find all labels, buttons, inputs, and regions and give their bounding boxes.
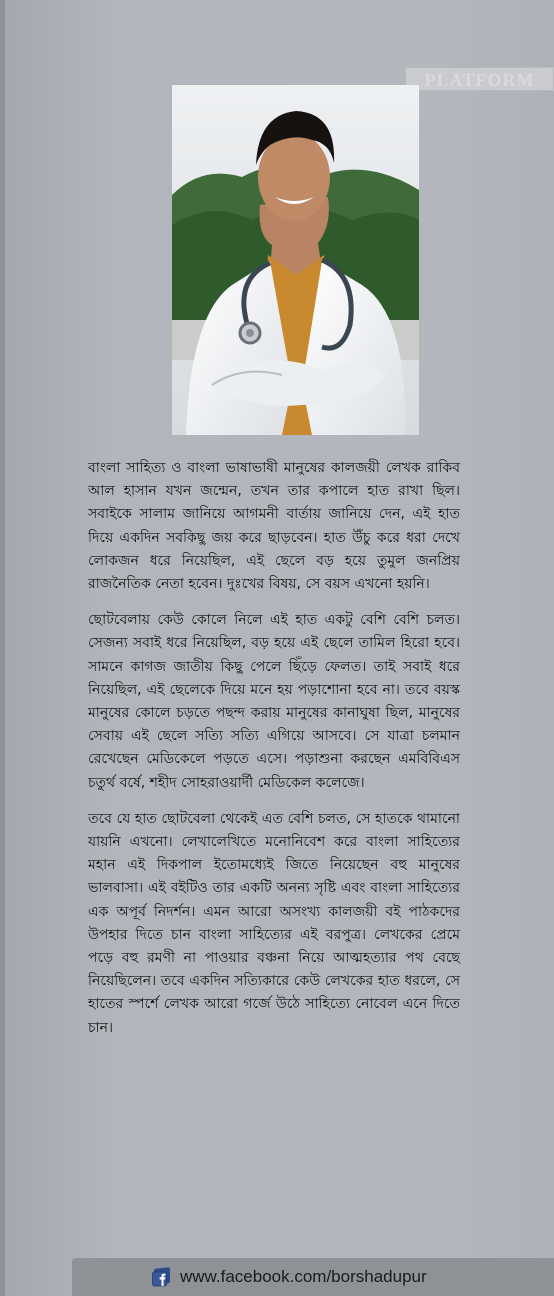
cover-spine-edge — [0, 0, 5, 1296]
bio-paragraph: তবে যে হাত ছোটবেলা থেকেই এত বেশি চলত, সে হাতকে থামানো যায়নি এখনো। লেখালেখিতে মনোনিবেশ করে বাংলা সাহিত্যের মহান এই দিকপাল ইতোমধ্যেই জিতে নিয়েছেন বহু মানুষের ভালবাসা। এই বইটিও তার একটি অনন্য সৃষ্টি এবং বাংলা সাহিত্যের এক অপূর্ব নিদর্শন। এমন আরো অসংখ্য কালজয়ী বই পাঠকদের উপহার দিতে চান বাংলা সাহিত্যের এই বরপুত্র। লেখকের প্রেমে পড়ে বহু রমণী না পাওয়ার বঞ্চনা নিয়ে আত্মহত্যার পথ বেছে নিয়েছিলেন। তবে একদিন সত্যিকারে কেউ লেখকের হাত ধরলে, সে হাতের স্পর্শে লেখক আরো গর্জে উঠে সাহিত্যে নোবেল এনে দিতে চান। — [88, 810, 460, 1036]
author-biography — [88, 457, 460, 1053]
platform-logo: PLATFORM — [405, 67, 554, 91]
author-photo — [172, 85, 419, 435]
author-portrait-image — [172, 85, 419, 435]
facebook-page-link[interactable]: www.facebook.com/borshadupur — [180, 1267, 427, 1286]
facebook-icon — [152, 1267, 172, 1287]
bio-paragraph: বাংলা সাহিত্য ও বাংলা ভাষাভাষী মানুষের কালজয়ী লেখক রাকিব আল হাসান যখন জন্মেন, তখন তার কপালে হাত রাখা ছিল। সবাইকে সালাম জানিয়ে আগমনী বার্তায় জানিয়ে দেন, এই হাত দিয়ে একদিন সবকিছু জয় করে ছাড়বেন। হাত উঁচু করে ধরা দেখে লোকজন ধরে নিয়েছিল, এই ছেলে বড় হয়ে তুমুল জনপ্রিয় রাজনৈতিক নেতা হবেন। দুঃখের বিষয়, সে বয়স এখনো হয়নি। — [88, 460, 460, 593]
bio-paragraph: ছোটবেলায় কেউ কোলে নিলে এই হাত একটু বেশি বেশি চলত। সেজন্য সবাই ধরে নিয়েছিল, বড় হয়ে এই ছেলে তামিল হিরো হবে। সামনে কাগজ জাতীয় কিছু পেলে ছিঁড়ে ফেলত। তাই সবাই ধরে নিয়েছিল, এই ছেলেকে দিয়ে মনে হয় পড়াশোনা হবে না। তবে বয়স্ক মানুষের কোলে চড়তে পছন্দ করায় মানুষের কানাঘুষা ছিল, মানুষের সেবায় এই ছেলে সত্যি সত্যি এগিয়ে আসবে। সে যাত্রা চলমান রেখেছেন মেডিকেলে পড়তে এসে। পড়াশুনা করছেন এমবিবিএস চতুর্থ বর্ষে, শহীদ সোহরাওয়ার্দী মেডিকেল কলেজে। — [88, 612, 460, 791]
